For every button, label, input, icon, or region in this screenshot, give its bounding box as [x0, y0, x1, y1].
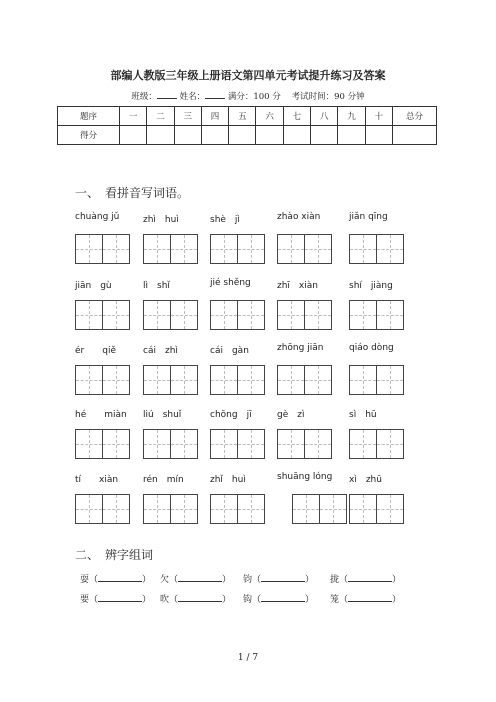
- writing-cell[interactable]: [304, 429, 332, 459]
- writing-box-group: [75, 300, 130, 330]
- word-group-item: [330, 572, 401, 585]
- name-blank[interactable]: [205, 90, 225, 99]
- score-header-cell: 四: [201, 107, 228, 126]
- character-label: 欠（: [160, 575, 179, 585]
- score-header-cell: 七: [283, 107, 310, 126]
- writing-cell[interactable]: [75, 365, 103, 395]
- score-input-cell[interactable]: [174, 126, 201, 145]
- character-label: 钩（: [243, 595, 262, 605]
- pinyin-label: rén mín: [143, 475, 184, 485]
- writing-cell[interactable]: [292, 494, 320, 524]
- pinyin-label: zhōng jiān: [277, 343, 324, 353]
- class-label: 班级：: [131, 92, 157, 102]
- writing-box-group: [349, 300, 404, 330]
- writing-cell[interactable]: [304, 300, 332, 330]
- pinyin-label: liú shuǐ: [143, 410, 182, 420]
- writing-box-group: [143, 429, 198, 459]
- writing-box-group: [75, 494, 130, 524]
- answer-blank[interactable]: [261, 593, 305, 602]
- writing-cell[interactable]: [210, 234, 238, 264]
- writing-cell[interactable]: [304, 234, 332, 264]
- character-label: 耍（: [80, 575, 99, 585]
- pinyin-label: jié shěng: [210, 278, 251, 288]
- character-label: 拢（: [330, 575, 349, 585]
- score-header-cell: 三: [174, 107, 201, 126]
- writing-cell[interactable]: [319, 494, 347, 524]
- pinyin-label: shí jiàng: [349, 281, 393, 291]
- writing-cell[interactable]: [349, 234, 377, 264]
- score-input-cell[interactable]: [393, 126, 437, 145]
- character-label: 吹（: [160, 595, 179, 605]
- score-input-cell[interactable]: [256, 126, 283, 145]
- pinyin-label: zhǐ huì: [210, 475, 246, 485]
- writing-cell[interactable]: [210, 300, 238, 330]
- score-table: [57, 106, 437, 145]
- writing-box-group: [349, 429, 404, 459]
- word-group-row: [80, 572, 420, 584]
- pinyin-label: hé miàn: [75, 410, 127, 420]
- word-group-item: [243, 592, 314, 605]
- answer-blank[interactable]: [178, 593, 222, 602]
- writing-box-group: [210, 300, 265, 330]
- score-input-cell[interactable]: [311, 126, 338, 145]
- writing-box-group: [277, 429, 332, 459]
- close-paren: ）: [305, 595, 315, 605]
- pinyin-label: tí xiàn: [75, 475, 119, 485]
- writing-cell[interactable]: [376, 494, 404, 524]
- writing-cell[interactable]: [75, 300, 103, 330]
- answer-blank[interactable]: [348, 573, 392, 582]
- character-label: 要（: [80, 595, 99, 605]
- answer-blank[interactable]: [348, 593, 392, 602]
- writing-cell[interactable]: [349, 494, 377, 524]
- writing-cell[interactable]: [376, 429, 404, 459]
- writing-cell[interactable]: [237, 300, 265, 330]
- writing-cell[interactable]: [237, 365, 265, 395]
- character-label: 钧（: [243, 575, 262, 585]
- pinyin-label: qiáo dòng: [349, 343, 394, 353]
- close-paren: ）: [305, 575, 315, 585]
- pinyin-label: ér qiě: [75, 346, 116, 356]
- pinyin-label: jiān gù: [75, 281, 112, 291]
- pinyin-label: sì hū: [349, 410, 377, 420]
- pinyin-label: xì zhū: [349, 475, 382, 485]
- writing-cell[interactable]: [237, 234, 265, 264]
- writing-cell[interactable]: [237, 494, 265, 524]
- score-header-cell: 题序: [58, 107, 120, 126]
- answer-blank[interactable]: [98, 573, 142, 582]
- pinyin-label: chōng jī: [210, 410, 252, 420]
- writing-cell[interactable]: [102, 494, 130, 524]
- pinyin-label: zhì huì: [143, 215, 179, 225]
- pinyin-label: jiǎn qīng: [349, 212, 388, 222]
- close-paren: ）: [222, 595, 232, 605]
- writing-box-group: [143, 365, 198, 395]
- answer-blank[interactable]: [98, 593, 142, 602]
- writing-box-group: [143, 234, 198, 264]
- score-header-cell: 五: [229, 107, 256, 126]
- writing-cell[interactable]: [170, 494, 198, 524]
- pinyin-label: chuàng jǔ: [75, 212, 120, 222]
- page-title: 部编人教版三年级上册语文第四单元考试提升练习及答案: [110, 69, 386, 82]
- class-blank[interactable]: [157, 90, 177, 99]
- writing-box-group: [210, 494, 265, 524]
- pinyin-label: cái zhì: [143, 346, 178, 356]
- score-header-cell: 十: [365, 107, 392, 126]
- writing-cell[interactable]: [349, 429, 377, 459]
- word-group-item: [160, 572, 231, 585]
- writing-cell[interactable]: [237, 429, 265, 459]
- page-number: 1 / 7: [237, 653, 259, 663]
- writing-cell[interactable]: [210, 365, 238, 395]
- writing-box-group: [75, 234, 130, 264]
- word-group-item: [160, 592, 231, 605]
- close-paren: ）: [392, 575, 402, 585]
- writing-cell[interactable]: [277, 429, 305, 459]
- writing-box-group: [75, 429, 130, 459]
- writing-box-group: [143, 300, 198, 330]
- name-label: 姓名：: [179, 92, 206, 102]
- word-group-item: [80, 592, 151, 605]
- score-input-cell[interactable]: [365, 126, 392, 145]
- writing-cell[interactable]: [143, 300, 171, 330]
- time-label: 考试时间：90 分钟: [291, 92, 365, 102]
- pinyin-row: [75, 278, 415, 290]
- writing-cell[interactable]: [376, 300, 404, 330]
- writing-cell[interactable]: [102, 365, 130, 395]
- pinyin-label: shè jì: [210, 215, 240, 225]
- writing-cell[interactable]: [143, 234, 171, 264]
- writing-box-group: [349, 494, 404, 524]
- writing-cell[interactable]: [170, 429, 198, 459]
- writing-cell[interactable]: [75, 234, 103, 264]
- writing-box-group: [210, 429, 265, 459]
- score-input-cell[interactable]: [338, 126, 365, 145]
- score-input-cell[interactable]: [120, 126, 147, 145]
- writing-box-group: [210, 234, 265, 264]
- writing-cell[interactable]: [170, 365, 198, 395]
- score-input-cell[interactable]: [229, 126, 256, 145]
- writing-cell[interactable]: [277, 234, 305, 264]
- writing-cell[interactable]: [304, 365, 332, 395]
- writing-cell[interactable]: [277, 300, 305, 330]
- pinyin-label: zhī xiàn: [277, 281, 318, 291]
- word-group-item: [80, 572, 151, 585]
- score-header-cell: 九: [338, 107, 365, 126]
- writing-cell[interactable]: [376, 234, 404, 264]
- writing-cell[interactable]: [349, 300, 377, 330]
- writing-box-group: [349, 365, 404, 395]
- writing-box-group: [75, 365, 130, 395]
- score-input-cell[interactable]: [147, 126, 174, 145]
- writing-cell[interactable]: [170, 300, 198, 330]
- score-header-cell: 八: [311, 107, 338, 126]
- pinyin-row: [75, 407, 415, 419]
- writing-cell[interactable]: [170, 234, 198, 264]
- writing-cell[interactable]: [102, 429, 130, 459]
- word-group-row: [80, 592, 420, 604]
- writing-cell[interactable]: [143, 429, 171, 459]
- close-paren: ）: [142, 575, 152, 585]
- answer-blank[interactable]: [178, 573, 222, 582]
- score-header-cell: 一: [120, 107, 147, 126]
- section2-heading: 二、 辨字组词: [75, 548, 154, 562]
- score-input-cell[interactable]: [283, 126, 310, 145]
- pinyin-label: shuāng lóng: [277, 472, 333, 482]
- pinyin-row: [75, 212, 415, 224]
- score-label: 满分：100 分: [227, 92, 281, 102]
- character-label: 笼（: [330, 595, 349, 605]
- word-group-item: [330, 592, 401, 605]
- writing-cell[interactable]: [75, 429, 103, 459]
- writing-cell[interactable]: [143, 365, 171, 395]
- answer-blank[interactable]: [261, 573, 305, 582]
- close-paren: ）: [392, 595, 402, 605]
- writing-cell[interactable]: [143, 494, 171, 524]
- writing-cell[interactable]: [277, 365, 305, 395]
- pinyin-row: [75, 472, 415, 484]
- pinyin-row: [75, 343, 415, 355]
- writing-box-group: [292, 494, 347, 524]
- pinyin-label: gè zì: [277, 410, 305, 420]
- writing-cell[interactable]: [102, 300, 130, 330]
- writing-box-group: [349, 234, 404, 264]
- writing-cell[interactable]: [210, 429, 238, 459]
- writing-cell[interactable]: [102, 234, 130, 264]
- writing-box-group: [277, 234, 332, 264]
- exam-info: [0, 90, 496, 102]
- score-header-cell: 二: [147, 107, 174, 126]
- score-table-score-row: [58, 126, 437, 145]
- close-paren: ）: [142, 595, 152, 605]
- close-paren: ）: [222, 575, 232, 585]
- writing-box-group: [210, 365, 265, 395]
- pinyin-label: lì shǐ: [143, 281, 170, 291]
- writing-box-group: [277, 365, 332, 395]
- score-header-cell: 六: [256, 107, 283, 126]
- score-input-cell[interactable]: [201, 126, 228, 145]
- writing-box-group: [143, 494, 198, 524]
- score-row-label: 得分: [58, 126, 120, 145]
- score-table-header-row: [58, 107, 437, 126]
- pinyin-label: cái gàn: [210, 346, 249, 356]
- word-group-item: [243, 572, 314, 585]
- writing-cell[interactable]: [75, 494, 103, 524]
- score-header-cell: 总分: [393, 107, 437, 126]
- writing-cell[interactable]: [210, 494, 238, 524]
- section1-heading: 一、 看拼音写词语。: [75, 186, 190, 200]
- pinyin-label: zhào xiàn: [277, 212, 321, 222]
- writing-box-group: [277, 300, 332, 330]
- writing-cell[interactable]: [349, 365, 377, 395]
- writing-cell[interactable]: [376, 365, 404, 395]
